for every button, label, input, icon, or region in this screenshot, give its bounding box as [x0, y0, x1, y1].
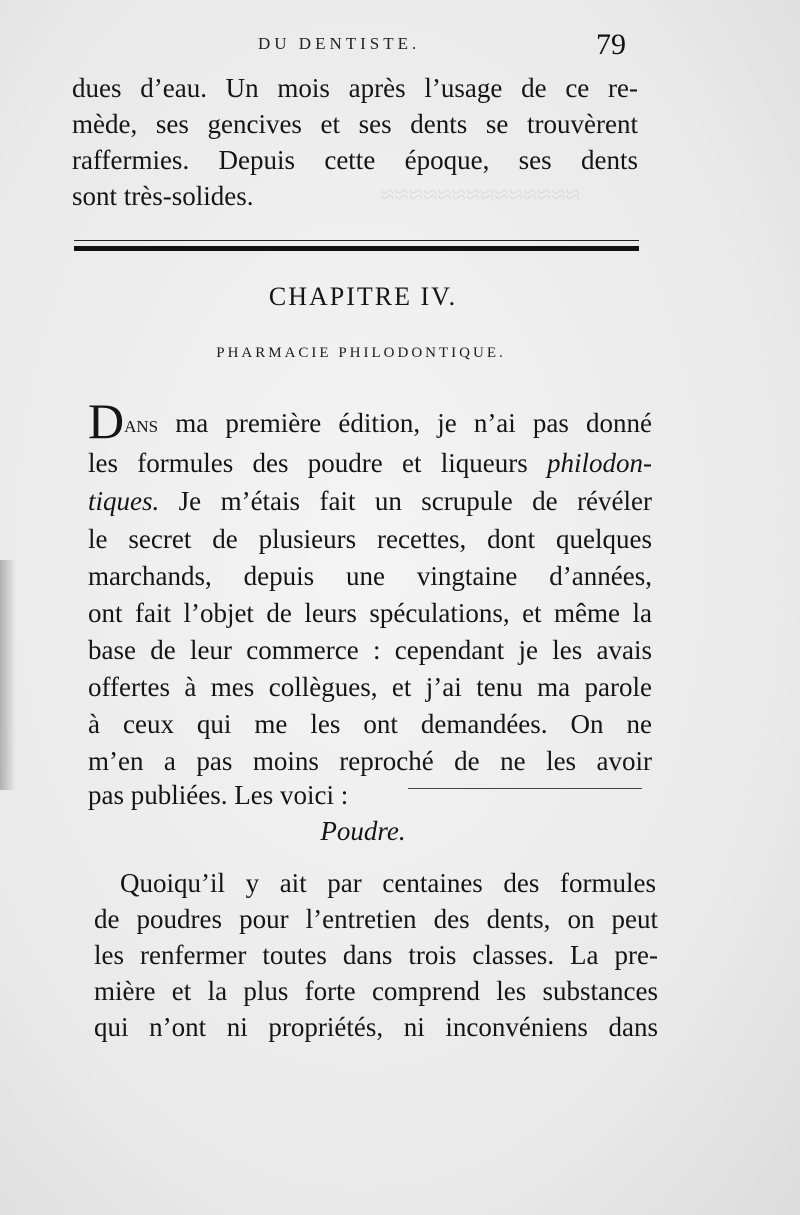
- body-line: à ceux qui me les ont demandées. On ne: [88, 709, 652, 739]
- body-line: les renfermer toutes dans trois classes. La pre-: [94, 940, 658, 970]
- paragraph-line: raffermies. Depuis cette époque, ses dents: [72, 145, 638, 175]
- body-line: ont fait l’objet de leurs spéculations, et même la: [88, 598, 652, 628]
- body-line: marchands, depuis une vingtaine d’années,: [88, 561, 652, 591]
- paragraph-end-rule: [408, 788, 642, 789]
- chapter-title: CHAPITRE IV.: [268, 282, 458, 311]
- italic-term: philodon-: [547, 448, 652, 478]
- page-edge-shadow: [0, 560, 16, 790]
- show-through-bleed: ≈≈≈≈≈≈≈≈≈≈≈≈≈≈: [380, 180, 580, 209]
- paragraph-line: dues d’eau. Un mois après l’usage de ce re-: [72, 73, 638, 103]
- running-head: DU DENTISTE.: [258, 34, 421, 53]
- body-line: offertes à mes collègues, et j’ai tenu ma parole: [88, 672, 652, 702]
- chapter-divider-thick: [74, 246, 639, 251]
- chapter-divider-thin: [74, 240, 639, 241]
- body-line: le secret de plusieurs recettes, dont quelques: [88, 524, 652, 554]
- body-line: base de leur commerce : cependant je les avais: [88, 635, 652, 665]
- body-line: mière et la plus forte comprend les substances: [94, 976, 658, 1006]
- body-line: [88, 444, 652, 482]
- body-line: de poudres pour l’entretien des dents, on peut: [94, 904, 658, 934]
- body-text: ma première édition, je n’ai pas donné: [158, 408, 652, 438]
- body-line: [88, 482, 652, 520]
- paragraph-line: mède, ses gencives et ses dents se trouvèrent: [72, 109, 638, 139]
- body-line: Quoiqu’il y ait par centaines des formules: [120, 868, 656, 898]
- page-number: 79: [596, 28, 626, 61]
- chapter-subtitle: PHARMACIE PHILODONTIQUE.: [216, 345, 506, 361]
- body-line: qui n’ont ni propriétés, ni inconvéniens dans: [94, 1012, 658, 1042]
- body-line-first: [88, 393, 652, 449]
- drop-cap: D: [88, 393, 125, 449]
- body-line: pas publiées. Les voici :: [88, 780, 349, 810]
- italic-term: tiques.: [88, 486, 160, 516]
- body-text: Je m’étais fait un scrupule de révéler: [159, 486, 652, 516]
- small-caps-word: ans: [124, 412, 159, 438]
- paragraph-line: sont très-solides.: [72, 181, 254, 211]
- body-text: les formules des poudre et liqueurs: [88, 448, 547, 478]
- section-heading: Poudre.: [320, 816, 406, 846]
- body-line: m’en a pas moins reproché de ne les avoir: [88, 746, 652, 776]
